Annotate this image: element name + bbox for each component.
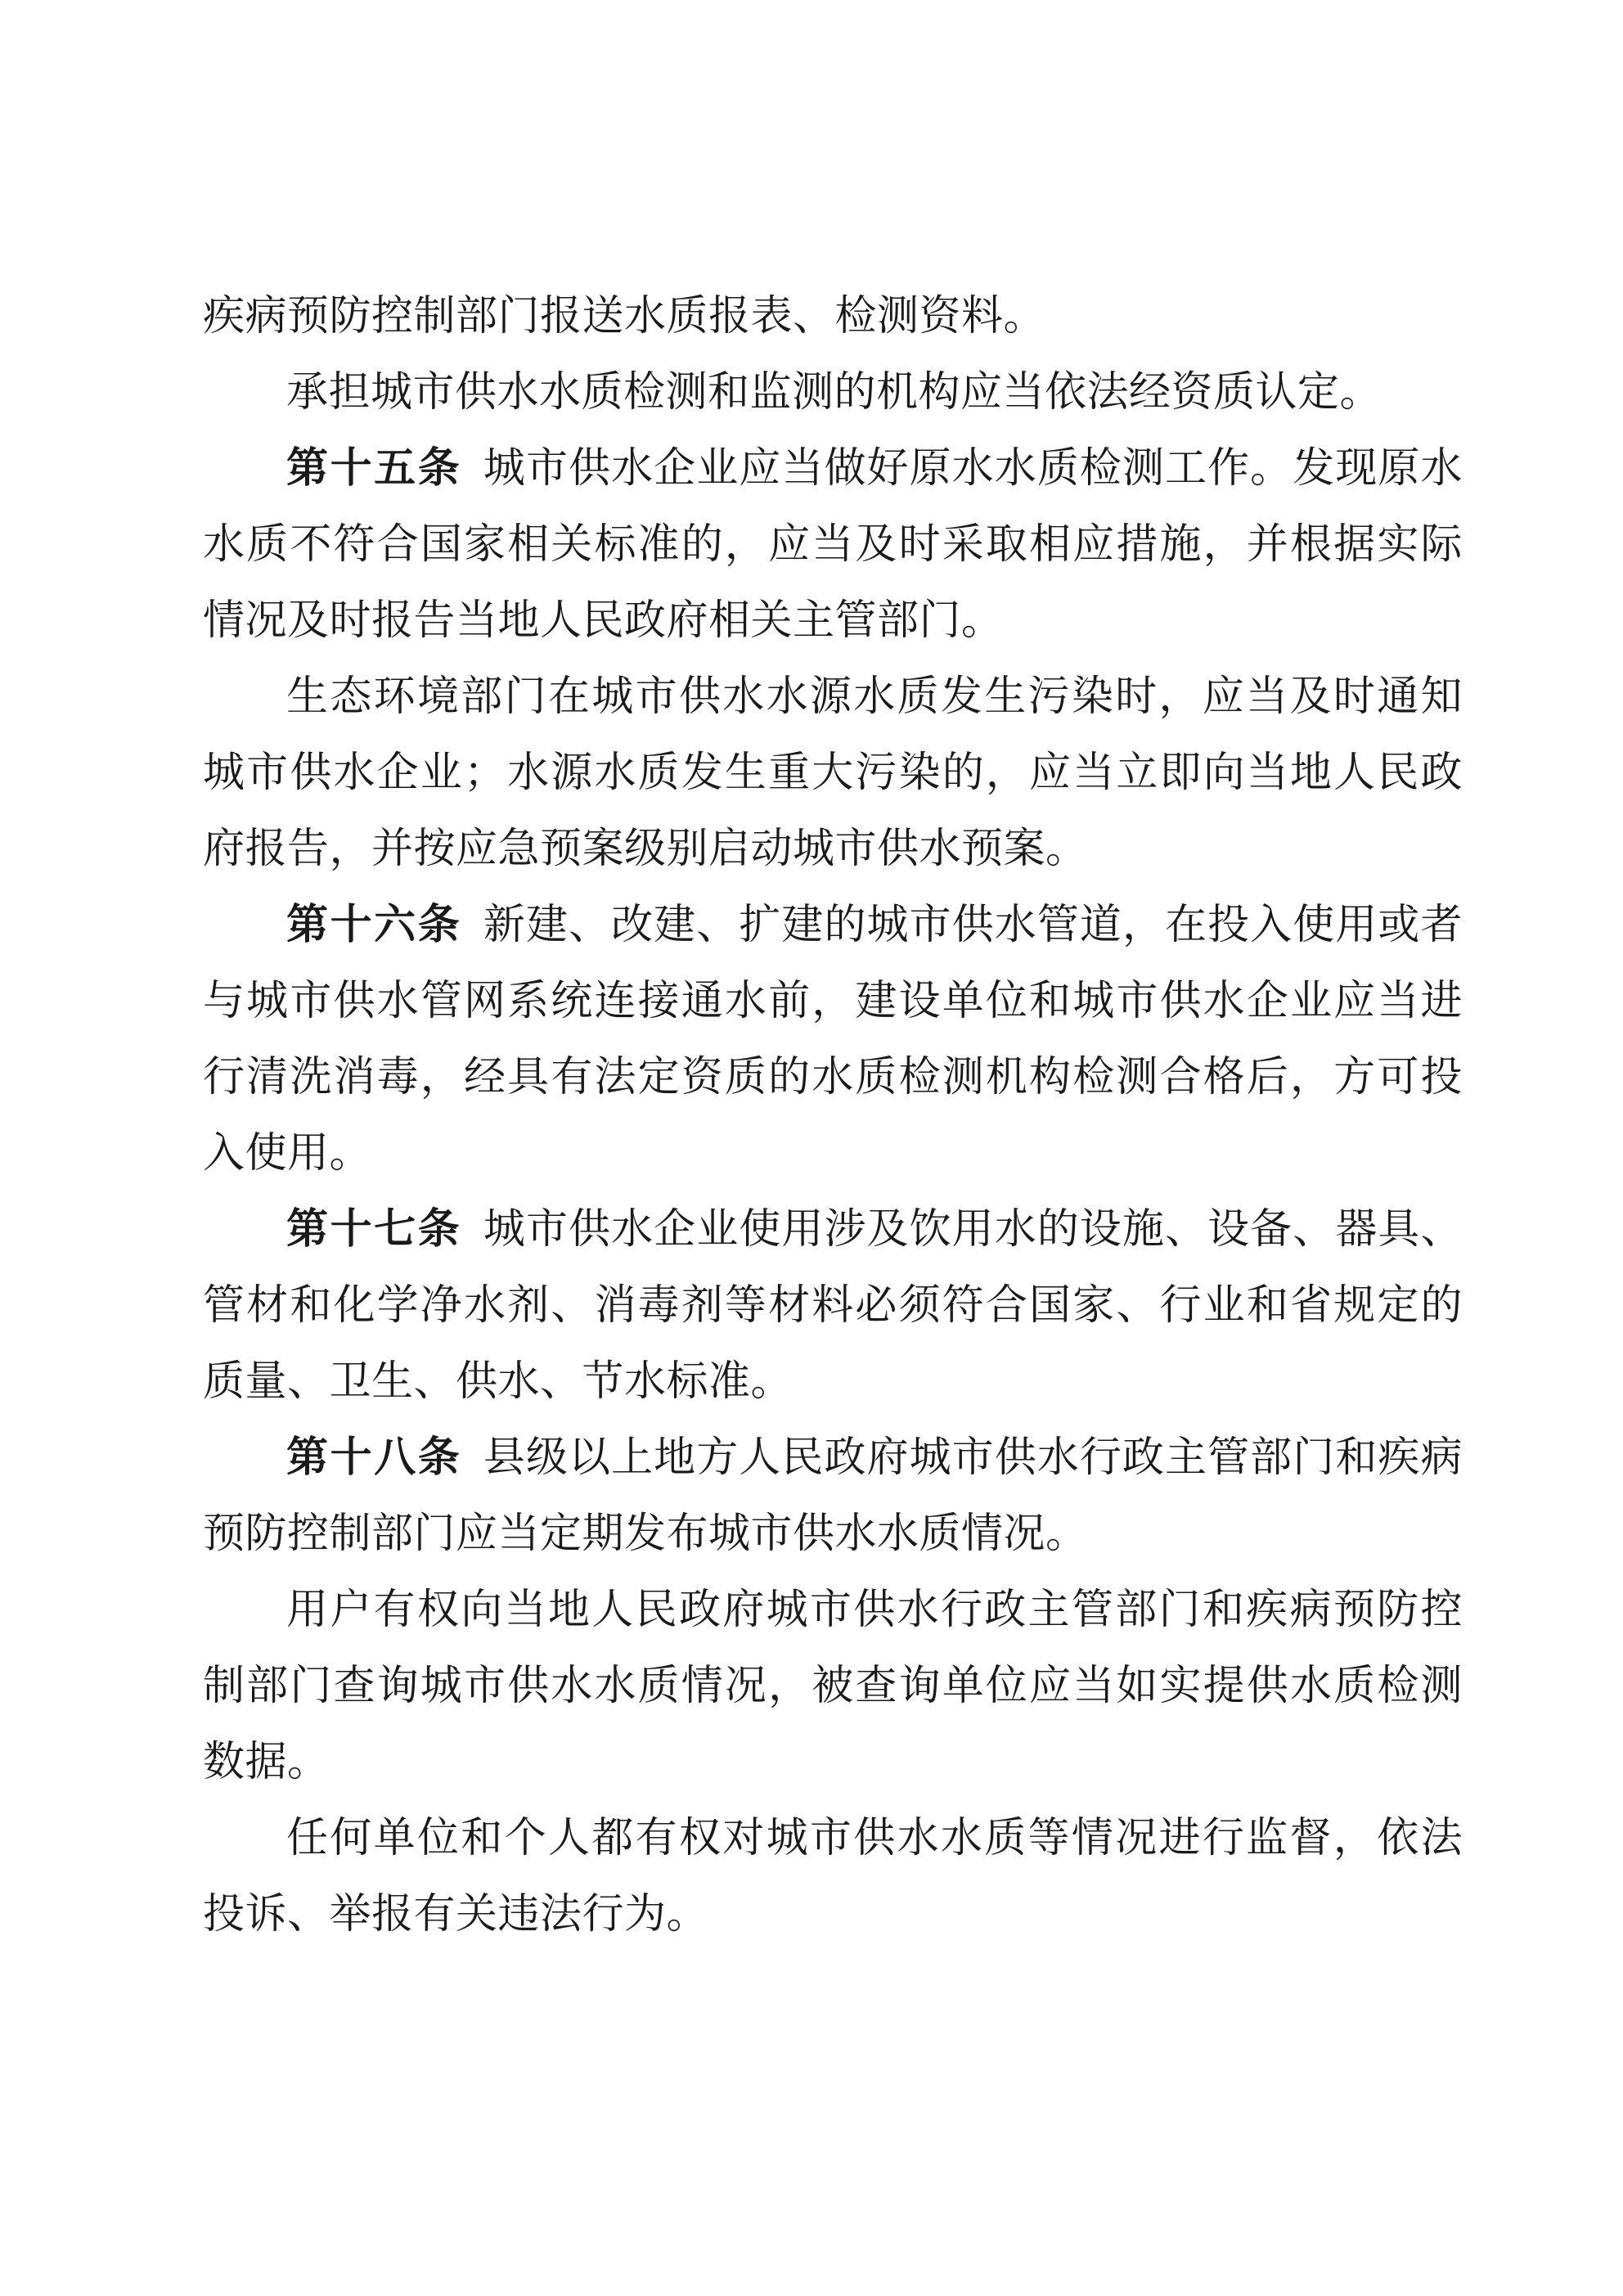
paragraph-text: 新建、改建、扩建的城市供水管道，在投入使用或者与城市供水管网系统连接通水前，建设单位和城市供水企业应当进行清洗消毒，经具有法定资质的水质检测机构检测合格后，方可投入使用。 — [203, 901, 1463, 1177]
article-label: 第十八条 — [286, 1433, 462, 1482]
document-body — [203, 278, 1463, 1952]
article-label: 第十五条 — [286, 443, 462, 493]
paragraph-article-16 — [203, 887, 1463, 1191]
paragraph-article-15 — [203, 430, 1463, 659]
paragraph-text: 用户有权向当地人民政府城市供水行政主管部门和疾病预防控制部门查询城市供水水质情况，被查询单位应当如实提供水质检测数据。 — [203, 1586, 1463, 1786]
paragraph — [203, 354, 1463, 430]
paragraph — [203, 1800, 1463, 1952]
paragraph-article-17 — [203, 1191, 1463, 1420]
paragraph-text: 疾病预防控制部门报送水质报表、检测资料。 — [203, 292, 1046, 340]
paragraph-article-18 — [203, 1420, 1463, 1572]
article-label: 第十七条 — [286, 1204, 462, 1254]
paragraph-text: 生态环境部门在城市供水水源水质发生污染时，应当及时通知城市供水企业；水源水质发生重大污染的，应当立即向当地人民政府报告，并按应急预案级别启动城市供水预案。 — [203, 673, 1463, 873]
paragraph — [203, 659, 1463, 887]
paragraph — [203, 278, 1463, 354]
paragraph-text: 县级以上地方人民政府城市供水行政主管部门和疾病预防控制部门应当定期发布城市供水水质情况。 — [203, 1434, 1463, 1558]
paragraph-text: 承担城市供水水质检测和监测的机构应当依法经资质认定。 — [286, 368, 1382, 416]
article-label: 第十六条 — [286, 900, 462, 949]
paragraph-text: 城市供水企业应当做好原水水质检测工作。发现原水水质不符合国家相关标准的，应当及时采取相应措施，并根据实际情况及时报告当地人民政府相关主管部门。 — [203, 444, 1463, 645]
paragraph-text: 城市供水企业使用涉及饮用水的设施、设备、器具、管材和化学净水剂、消毒剂等材料必须符合国家、行业和省规定的质量、卫生、供水、节水标准。 — [203, 1205, 1463, 1406]
paragraph-text: 任何单位和个人都有权对城市供水水质等情况进行监督，依法投诉、举报有关违法行为。 — [203, 1814, 1463, 1938]
paragraph — [203, 1572, 1463, 1800]
